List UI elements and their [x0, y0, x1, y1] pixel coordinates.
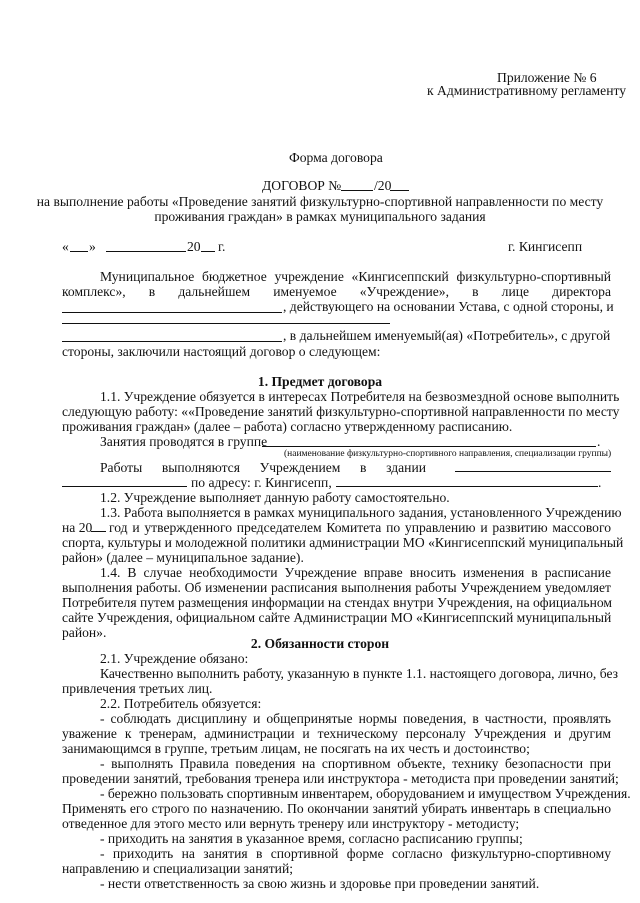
director-name-blank	[62, 312, 282, 313]
appendix-subtitle: к Административному регламенту	[427, 83, 627, 98]
date-year: 20	[187, 239, 201, 254]
contract-number-year: /20	[374, 178, 392, 193]
p13-line2-rest: год и утвержденного председателем Комитета по управлению и развитию массового	[109, 520, 611, 535]
contract-subject-line2: проживания граждан» в рамках муниципального задания	[154, 209, 486, 224]
section2-title: 2. Обязанности сторон	[250, 636, 390, 651]
p14-line1: 1.4. В случае необходимости Учреждение вправе вносить изменения в расписание	[100, 565, 611, 580]
p22-text: 2.2. Потребитель обязуется:	[100, 696, 262, 711]
bullet1-line3: занимающимся в группе, третьим лицам, не посягать на их честь и достоинство;	[62, 741, 530, 756]
building-name-blank	[455, 471, 611, 472]
date-suffix: г.	[218, 239, 226, 254]
bullet3-line3: отведенное для этого место или вернуть тренеру или инструктору - методисту;	[62, 816, 520, 831]
bullet6: - нести ответственность за свою жизнь и здоровье при проведении занятий.	[100, 876, 540, 891]
preamble-line5: стороны, заключили настоящий договор о следующем:	[62, 344, 381, 359]
p13-line1: 1.3. Работа выполняется в рамках муниципального задания, установленного Учреждению	[100, 505, 622, 520]
address-period: .	[598, 475, 602, 490]
preamble-line2: комплекс», в дальнейшем именуемое «Учреждение», в лице директора	[62, 284, 611, 299]
p11-line3: проживания граждан» (далее – работа) согласно утвержденному расписанию.	[62, 419, 513, 434]
p14-line5: район».	[62, 625, 107, 640]
preamble-line4: , в дальнейшем именуемый(ая) «Потребитель», с другой	[283, 328, 611, 343]
p21-text: 2.1. Учреждение обязано:	[100, 651, 249, 666]
bullet1-line2: уважение к тренерам, администрации и техническому персоналу Учреждения и другим	[62, 726, 611, 741]
group-period: .	[597, 434, 601, 449]
contract-number-label	[262, 179, 341, 193]
contract-number-blank	[341, 190, 373, 191]
p13-line4: район» (далее – муниципальное задание).	[62, 550, 304, 565]
work-line2: по адресу: г. Кингисепп,	[191, 475, 332, 490]
appendix-title: Приложение № 6	[497, 70, 597, 85]
bullet3-line2: Применять его строго по назначению. По окончании занятий убирать инвентарь в специально	[62, 801, 611, 816]
date-day-blank	[70, 251, 88, 252]
p11-line1: 1.1. Учреждение обязуется в интересах Потребителя на безвозмездной основе выполнить	[100, 389, 620, 404]
bullet2-line1: - выполнять Правила поведения на спортивном объекте, технику безопасности при	[100, 756, 611, 771]
form-title: Форма договора	[289, 150, 383, 165]
preamble-line3: , действующего на основании Устава, с одной стороны, и	[283, 299, 614, 314]
bullet5-line1: - приходить на занятия в спортивной форме согласно физкультурно-спортивному	[100, 846, 611, 861]
p13-year-blank	[91, 531, 106, 532]
bullet5-line2: направлению и специализации занятий;	[62, 861, 293, 876]
p21a-line1: Качественно выполнить работу, указанную в пункте 1.1. настоящего договора, лично, без	[100, 666, 619, 681]
work-line1: Работы выполняются Учреждением в здании	[100, 460, 426, 475]
p11-line2: следующую работу: ««Проведение занятий физкультурно-спортивной направленности по месту	[62, 404, 620, 419]
preamble-line1: Муниципальное бюджетное учреждение «Кингисеппский физкультурно-спортивный	[100, 269, 611, 284]
bullet4: - приходить на занятия в указанное время, согласно расписанию группы;	[100, 831, 523, 846]
address-blank	[336, 486, 598, 487]
city-name: г. Кингисепп	[508, 239, 583, 254]
contract-year-blank	[390, 190, 409, 191]
p14-line4: сайте Учреждения, официальном сайте Администрации МО «Кингисеппский муниципальный	[62, 610, 612, 625]
contract-subject-line1: на выполнение работы «Проведение занятий физкультурно-спортивной направленности по месту	[36, 194, 604, 209]
date-quote-open: «	[62, 239, 69, 254]
group-hint: (наименование физкультурно-спортивного направления, специализации группы)	[284, 449, 612, 459]
bullet2-line2: проведении занятий, требования тренера или инструктора - методиста при проведении занятий;	[62, 771, 619, 786]
consumer-name-blank-2	[62, 341, 282, 342]
group-label: Занятия проводятся в группе	[100, 434, 268, 449]
p12-text: 1.2. Учреждение выполняет данную работу самостоятельно.	[100, 490, 450, 505]
bullet3-line1: - бережно пользовать спортивным инвентарем, оборудованием и имуществом Учреждения.	[100, 786, 631, 801]
p14-line3: Потребителя путем размещения информации на стендах внутри Учреждения, на официальном	[62, 595, 612, 610]
p13-line2-start: на 20	[62, 520, 93, 535]
contract-number-prefix: ДОГОВОР №	[262, 178, 342, 193]
p13-line3: спорта, культуры и молодежной политики администрации МО «Кингисеппский муниципальный	[62, 535, 624, 550]
date-month-blank	[106, 251, 186, 252]
building-name-blank-2	[62, 486, 187, 487]
date-quote-close: »	[89, 239, 96, 254]
section1-title: 1. Предмет договора	[257, 374, 383, 389]
group-name-blank	[262, 446, 596, 447]
p21a-line2: привлечения третьих лиц.	[62, 681, 213, 696]
p14-line2: выполнения работы. Об изменении расписания выполнения работы Учреждением уведомляет	[62, 580, 611, 595]
bullet1-line1: - соблюдать дисциплину и общепринятые нормы поведения, в частности, проявлять	[100, 711, 611, 726]
date-year-blank	[201, 251, 215, 252]
consumer-name-blank-1	[62, 323, 390, 324]
